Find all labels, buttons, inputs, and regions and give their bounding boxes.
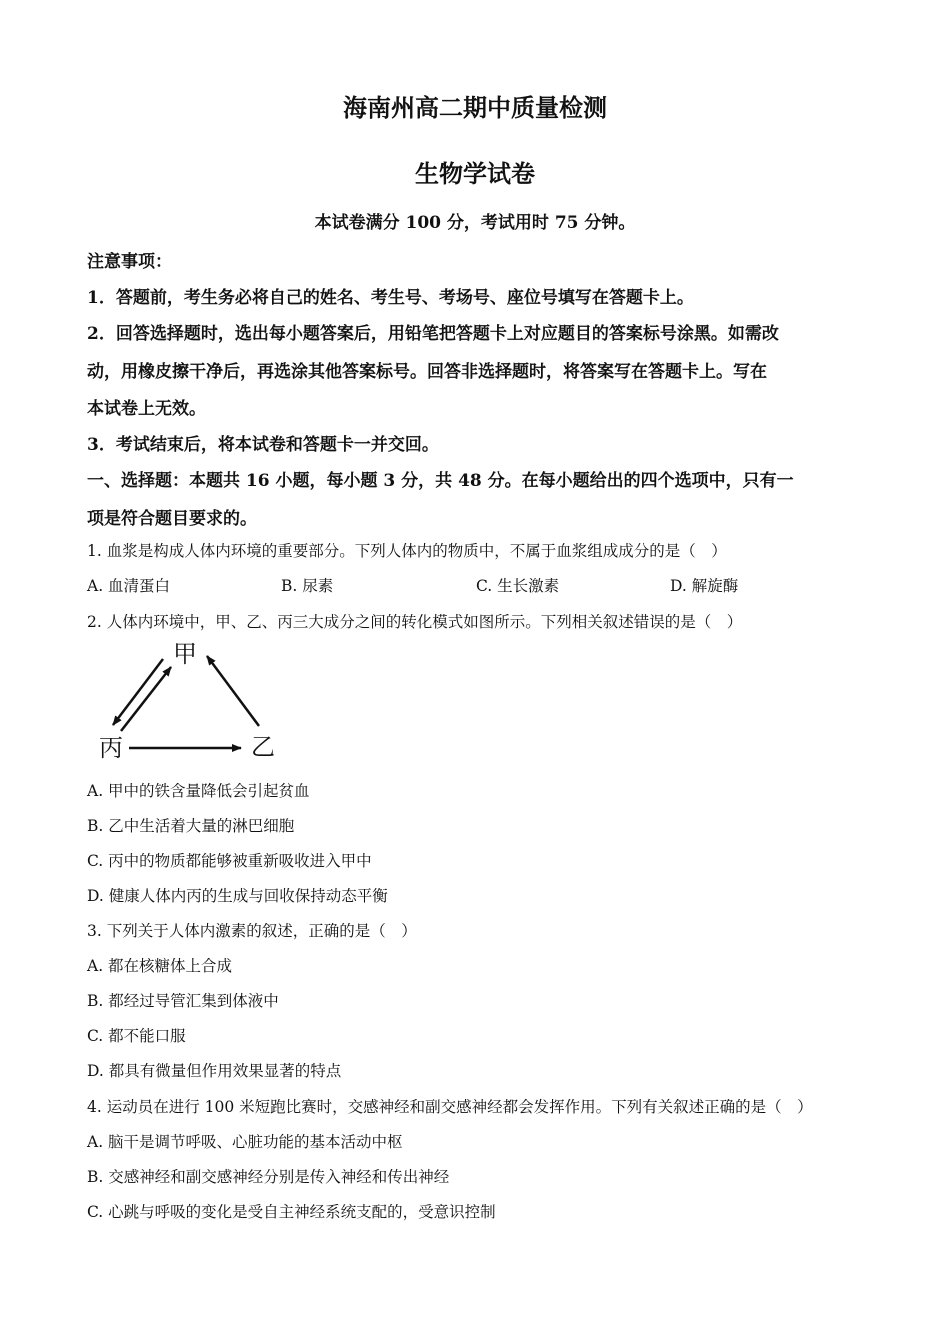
note-2-line-1: 2．回答选择题时，选出每小题答案后，用铅笔把答题卡上对应题目的答案标号涂黑。如需改	[87, 324, 779, 344]
q2-option-d: D. 健康人体内丙的生成与回收保持动态平衡	[87, 887, 388, 905]
q3-option-a: A. 都在核糖体上合成	[87, 957, 233, 975]
q1-option-b: B. 尿素	[281, 577, 334, 595]
q1-option-a: A. 血清蛋白	[87, 577, 171, 595]
note-1: 1．答题前，考生务必将自己的姓名、考生号、考场号、座位号填写在答题卡上。	[87, 288, 694, 308]
transformation-diagram	[95, 634, 295, 764]
q4-option-a: A. 脑干是调节呼吸、心脏功能的基本活动中枢	[87, 1133, 403, 1151]
q4-option-b: B. 交感神经和副交感神经分别是传入神经和传出神经	[87, 1168, 450, 1186]
diagram-label-yi: 乙	[251, 733, 275, 761]
note-2-line-2: 动，用橡皮擦干净后，再选涂其他答案标号。回答非选择题时，将答案写在答题卡上。写在	[87, 362, 767, 382]
exam-title: 海南州高二期中质量检测	[343, 93, 607, 122]
q3-option-d: D. 都具有微量但作用效果显著的特点	[87, 1062, 342, 1080]
notes-heading: 注意事项：	[87, 252, 172, 272]
diagram-label-bing: 丙	[99, 734, 123, 762]
q1-option-c: C. 生长激素	[476, 577, 560, 595]
q2-option-c: C. 丙中的物质都能够被重新吸收进入甲中	[87, 852, 372, 870]
q3-option-c: C. 都不能口服	[87, 1027, 186, 1045]
arrow-yi-to-jia	[207, 656, 259, 726]
q3-stem: 3. 下列关于人体内激素的叙述，正确的是（ ）	[87, 922, 417, 940]
q1-option-d: D. 解旋酶	[670, 577, 739, 595]
q2-option-b: B. 乙中生活着大量的淋巴细胞	[87, 817, 295, 835]
diagram-label-jia: 甲	[173, 640, 197, 668]
q4-option-c: C. 心跳与呼吸的变化是受自主神经系统支配的，受意识控制	[87, 1203, 496, 1221]
note-3: 3．考试结束后，将本试卷和答题卡一并交回。	[87, 435, 439, 455]
q4-stem: 4. 运动员在进行 100 米短跑比赛时，交感神经和副交感神经都会发挥作用。下列有关叙述正确的是（ ）	[87, 1098, 813, 1116]
q1-stem: 1. 血浆是构成人体内环境的重要部分。下列人体内的物质中，不属于血浆组成成分的是（ ）	[87, 542, 727, 560]
score-info: 本试卷满分 100 分，考试用时 75 分钟。	[314, 213, 636, 233]
section-1-line-2: 项是符合题目要求的。	[87, 509, 257, 529]
arrow-bing-to-jia	[121, 667, 171, 731]
arrow-jia-to-bing	[113, 659, 163, 725]
note-2-line-3: 本试卷上无效。	[87, 399, 206, 419]
q2-option-a: A. 甲中的铁含量降低会引起贫血	[87, 782, 310, 800]
q3-option-b: B. 都经过导管汇集到体液中	[87, 992, 279, 1010]
exam-subject: 生物学试卷	[415, 159, 535, 188]
section-1-line-1: 一、选择题：本题共 16 小题，每小题 3 分，共 48 分。在每小题给出的四个选项中，只有一	[87, 471, 794, 491]
q2-stem: 2. 人体内环境中，甲、乙、丙三大成分之间的转化模式如图所示。下列相关叙述错误的是（ ）	[87, 613, 743, 631]
